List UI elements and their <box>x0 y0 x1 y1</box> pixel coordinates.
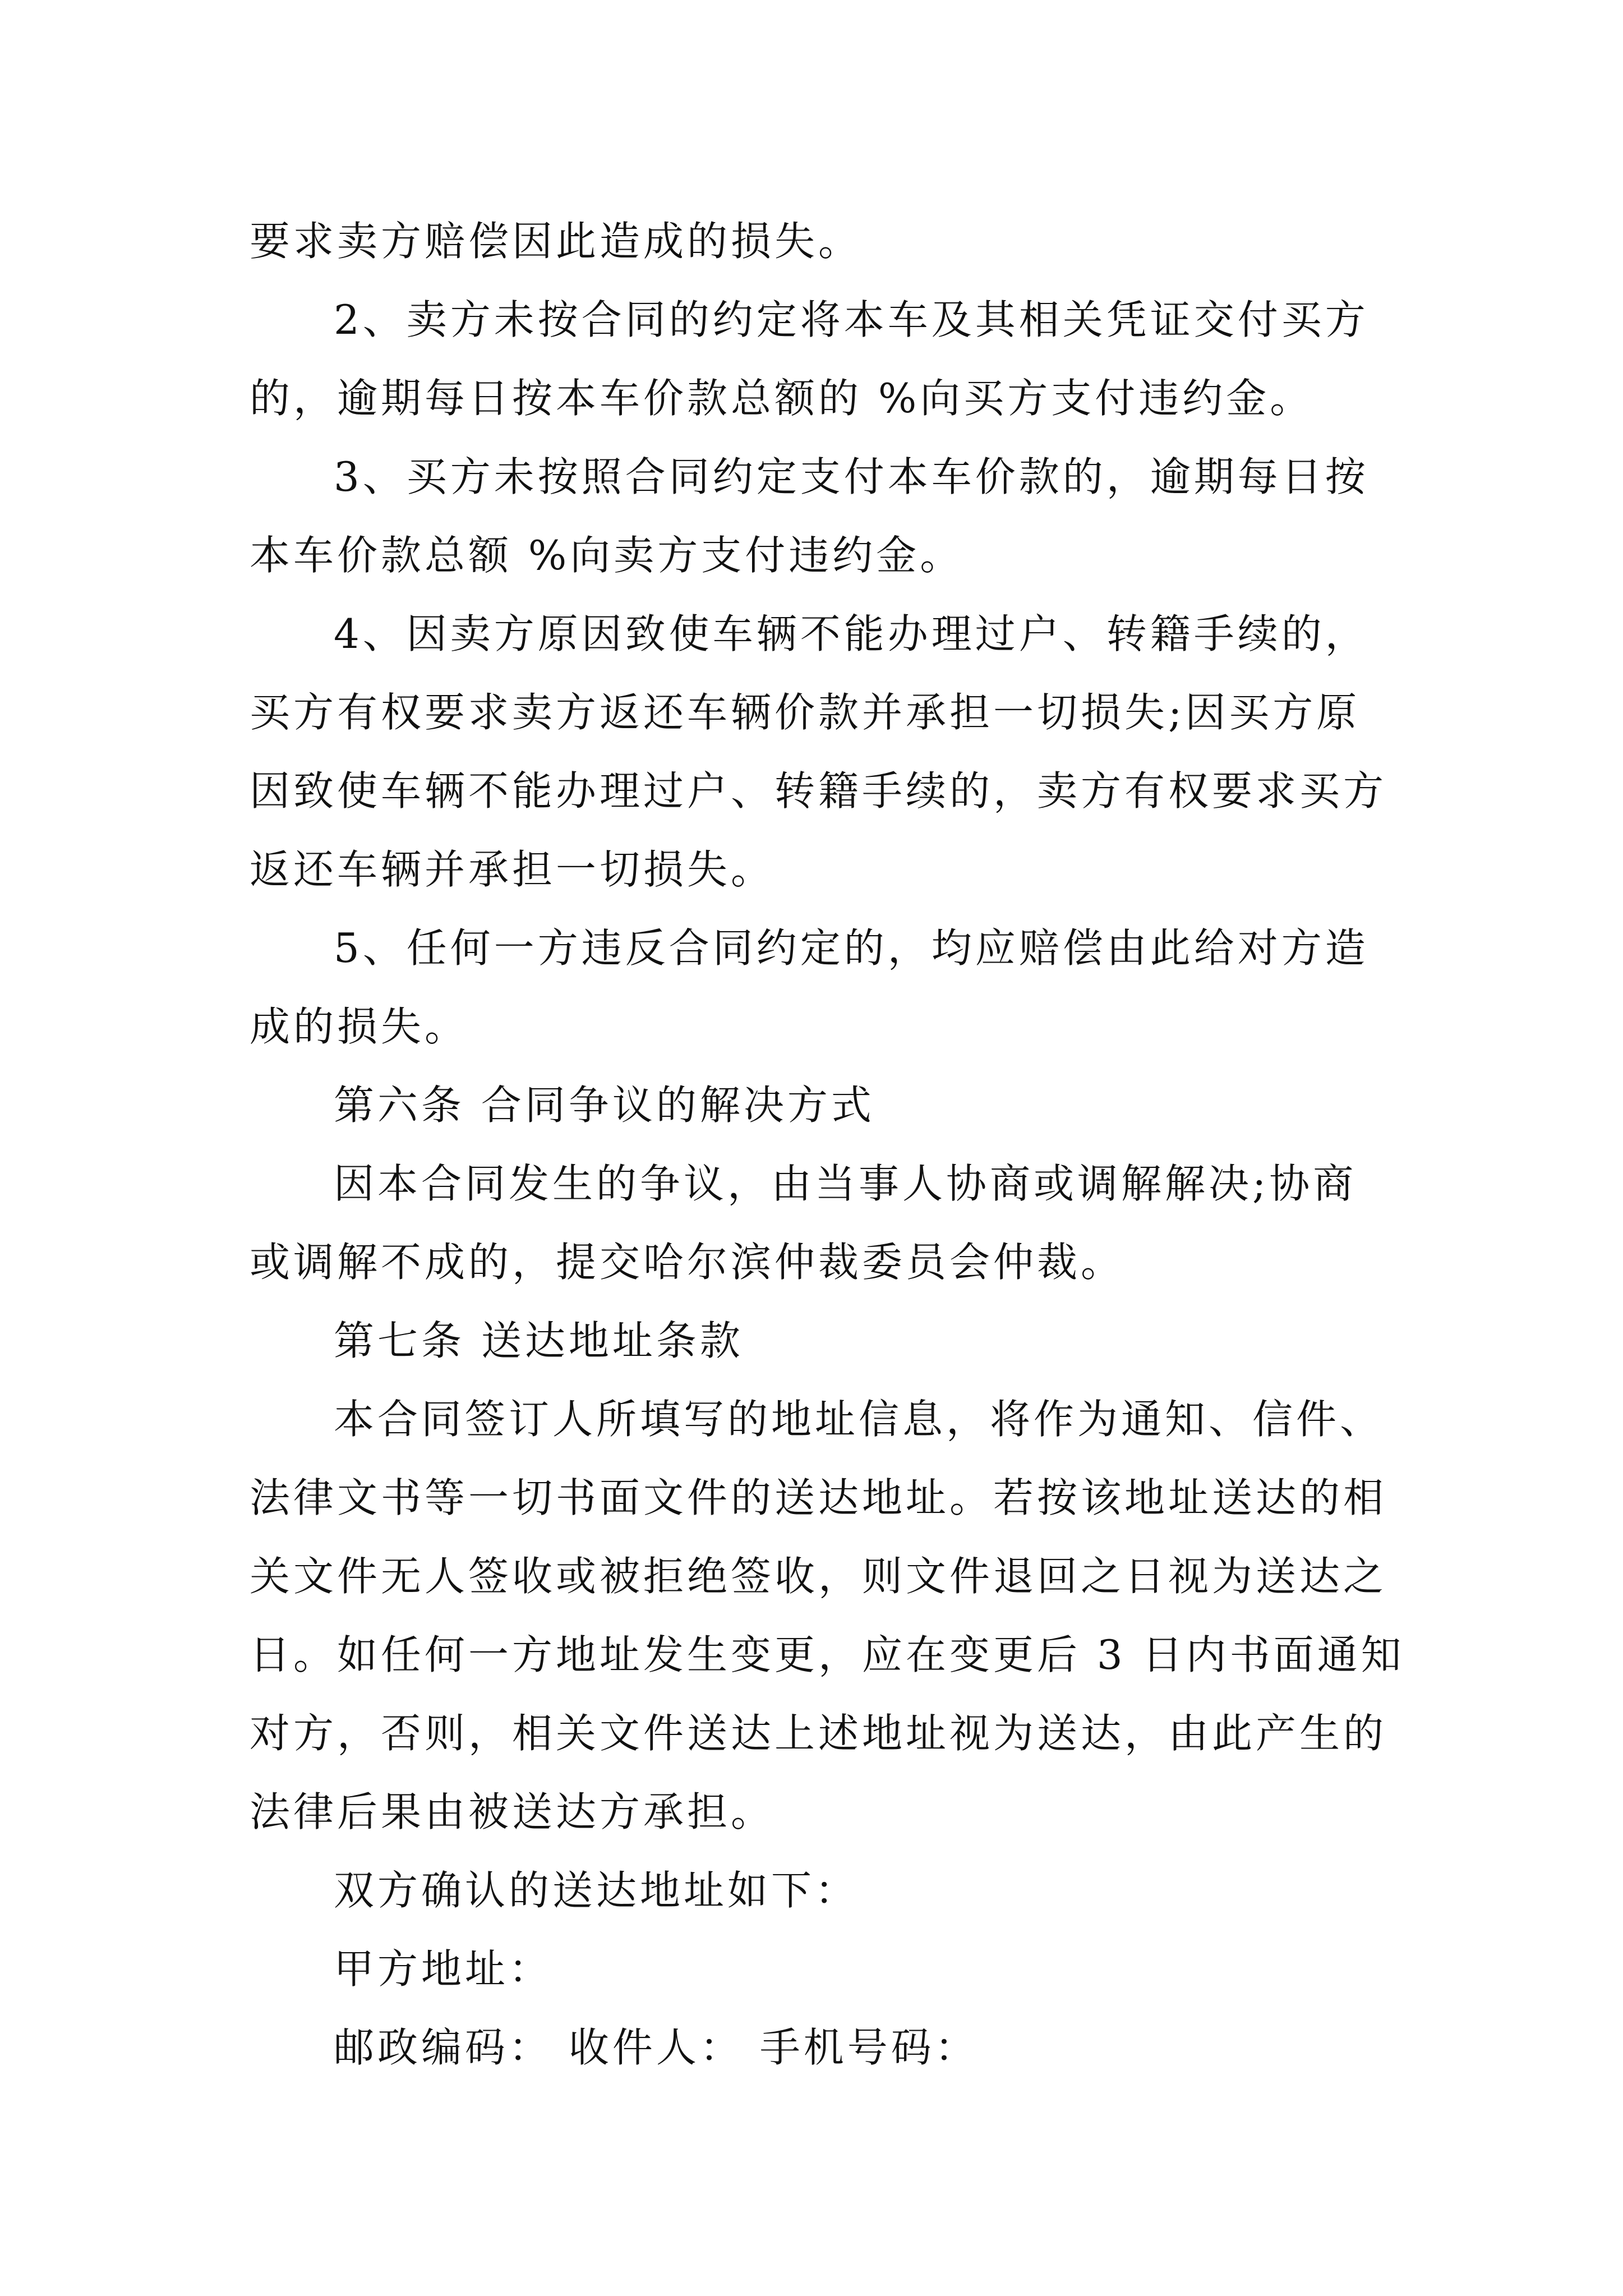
text-line: 因本合同发生的争议，由当事人协商或调解解决;协商 <box>334 1160 1357 1207</box>
text-line: 因致使车辆不能办理过户、转籍手续的，卖方有权要求买方 <box>250 767 1387 815</box>
contact-fields-line: 邮政编码： 收件人： 手机号码： <box>334 2024 979 2071</box>
text-line: 关文件无人签收或被拒绝签收，则文件退回之日视为送达之 <box>250 1553 1387 1600</box>
text-line: 返还车辆并承担一切损失。 <box>250 846 775 893</box>
text-line: 4、因卖方原因致使车辆不能办理过户、转籍手续的， <box>334 610 1369 657</box>
section-heading: 第六条 合同争议的解决方式 <box>334 1082 875 1129</box>
text-line: 本车价款总额 %向卖方支付违约金。 <box>250 532 964 579</box>
address-label: 甲方地址： <box>334 1945 553 1993</box>
text-line: 的，逾期每日按本车价款总额的 %向买方支付违约金。 <box>250 375 1314 422</box>
text-line: 法律后果由被送达方承担。 <box>250 1788 775 1835</box>
text-line: 本合同签订人所填写的地址信息，将作为通知、信件、 <box>334 1396 1384 1443</box>
text-line: 2、卖方未按合同的约定将本车及其相关凭证交付买方 <box>334 296 1369 343</box>
text-line: 或调解不成的，提交哈尔滨仲裁委员会仲裁。 <box>250 1239 1125 1286</box>
text-line: 3、买方未按照合同约定支付本车价款的，逾期每日按 <box>334 453 1369 500</box>
text-line: 双方确认的送达地址如下： <box>334 1867 859 1914</box>
text-line: 日。如任何一方地址发生变更，应在变更后 3 日内书面通知 <box>250 1631 1405 1678</box>
text-line: 法律文书等一切书面文件的送达地址。若按该地址送达的相 <box>250 1474 1387 1521</box>
section-heading: 第七条 送达地址条款 <box>334 1317 744 1364</box>
text-line: 要求卖方赔偿因此造成的损失。 <box>250 218 863 265</box>
text-line: 5、任何一方违反合同约定的，均应赔偿由此给对方造 <box>334 924 1369 972</box>
text-line: 买方有权要求卖方返还车辆价款并承担一切损失;因买方原 <box>250 689 1361 736</box>
contract-text <box>250 202 1405 2087</box>
text-line: 对方，否则，相关文件送达上述地址视为送达，由此产生的 <box>250 1710 1387 1757</box>
text-line: 成的损失。 <box>250 1003 469 1050</box>
